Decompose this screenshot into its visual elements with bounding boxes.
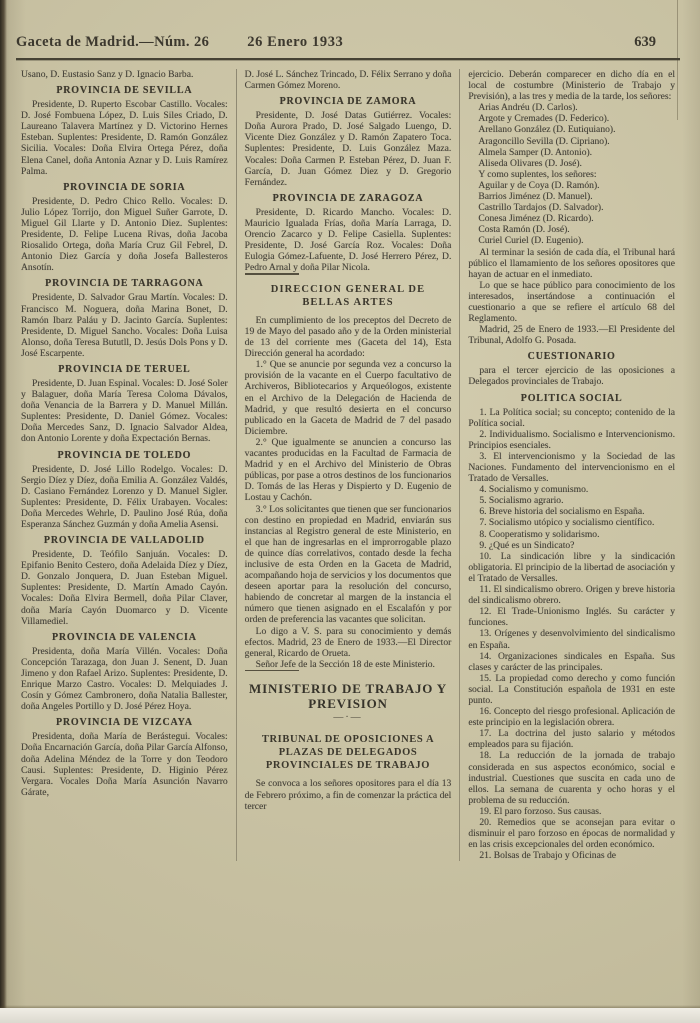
paragraph: 19. El paro forzoso. Sus causas. [479, 805, 602, 817]
section-heading: PROVINCIA DE TOLEDO [57, 449, 192, 461]
opositor-name-line: Aliseda Olivares (D. José). [478, 157, 582, 169]
paragraph: 18. La reducción de la jornada de trabajo considerada en sus aspectos económico, social e industrial. Cuestiones que suscita en cada uno de ellos. La semana de cuarenta y ocho horas y el problema de su reducción. [468, 750, 675, 806]
opositor-name-line: Arias Andréu (D. Carlos). [478, 102, 578, 114]
column-divider [459, 69, 460, 861]
paragraph: Presidenta, doña María Villén. Vocales: Doña Concepción Tarazaga, don Juan J. Senent, D. Juan Jimeno y don Rafael Arizo. Suplentes: Presidente, D. Enrique Marzo Castro. Vocales: D. Melquiades J. Cosín y Gómez Cambronero, doña Natalia Ballester, doña Angeles Portillo y D. José Pérez Hoya. [21, 645, 228, 713]
paragraph: Presidente, D. Juan Espinal. Vocales: D. José Soler y Balaguer, doña María Teresa Coloma Dávalos, doña Venancia de la Barrera y D. Manuel Millán. Suplentes: Presidente, D. Daniel Gómez. Vocales: Doña Mercedes Sanz, D. Ignacio Salvador Aldea, don Antonio Lorente y doña Expectación Bernas. [21, 377, 228, 445]
opositor-name-line: Y como suplentes, los señores: [478, 168, 597, 180]
paragraph: 13. Orígenes y desenvolvimiento del sindicalismo en España. [468, 628, 675, 651]
section-heading: PROVINCIA DE ZAMORA [279, 96, 417, 108]
divider-rule [245, 670, 299, 672]
divider-rule [245, 273, 299, 275]
opositor-name-line: Argote y Cremades (D. Federico). [478, 113, 610, 125]
section-heading: PROVINCIA DE ZARAGOZA [272, 192, 424, 204]
page-content [16, 34, 680, 861]
section-heading: PROVINCIA DE TARRAGONA [45, 278, 204, 290]
paragraph: Lo que se hace público para conocimiento de los interesados, insertándose a continuación el cuestionario a que se refiere el artículo 68 del Reglamento. [468, 279, 675, 325]
page-header [16, 34, 680, 51]
column-3 [463, 69, 680, 861]
continuation-paragraph: ejercicio. Deberán comparecer en dicho día en el local de costumbre (Ministerio de Trabajo y Previsión), a las tres y media de la tarde, los señores: [468, 69, 675, 103]
section-heading: PROVINCIA DE TERUEL [58, 363, 191, 375]
paragraph: 1. La Política social; su concepto; contenido de la Política social. [468, 406, 675, 429]
paragraph: Presidente, D. José Datas Gutiérrez. Vocales: Doña Aurora Prado, D. José Salgado Luengo, D. Vicente Diez González y D. Ramón Zapatero Toca. Suplentes: Presidente, D. Luis González Maza. Vocales: Doña Carmen P. Esteban Pérez, D. Juan F. García, D. Juan Gómez Diez y D. Gregorio Fernández. [244, 110, 452, 188]
paragraph: 2.° Que igualmente se anuncien a concurso las vacantes producidas en la Facultad de Farmacia de Madrid y en el Archivo del Ministerio de Obras públicas, por pase a otros destinos de los funcionarios D. Tomás de las Heras y Dispierto y D. Eugenio de Lostau y Cachón. [244, 436, 452, 504]
paragraph: 4. Socialismo y comunismo. [479, 484, 589, 496]
paragraph: 12. El Trade-Unionismo Inglés. Su carácter y funciones. [468, 606, 675, 629]
section-heading: PROVINCIA DE VALLADOLID [43, 535, 205, 547]
paragraph: 11. El sindicalismo obrero. Origen y breve historia del sindicalismo obrero. [468, 584, 675, 607]
continuation-paragraph: Usano, D. Eustasio Sanz y D. Ignacio Barba. [21, 69, 194, 80]
paragraph: 5. Socialismo agrario. [479, 495, 564, 507]
paragraph: Presidente, D. Salvador Grau Martín. Vocales: D. Francisco M. Noguera, doña Marina Bonet, D. Ramón Ibarz Paláu y D. Jacinto García. Suplentes: Presidente, D. Miguel Sancho. Vocales: Doña Luisa Alonso, doña Teresa Bututll, D. Jesús Dols Pons y D. José Escarpente. [21, 292, 228, 359]
paragraph: 8. Cooperatismo y solidarismo. [479, 528, 600, 540]
opositor-name-line: Costa Ramón (D. José). [478, 224, 570, 236]
paragraph: 2. Individualismo. Socialismo e Intervencionismo. Principios esenciales. [468, 428, 675, 451]
binding-edge [0, 0, 7, 1008]
paragraph: 3. El intervencionismo y la Sociedad de las Naciones. Fundamento del intervencionismo en el Tratado de Versalles. [468, 450, 675, 485]
opositor-name-line: Castrillo Tardajos (D. Salvador). [478, 202, 604, 214]
ministry-heading: MINISTERIO DE TRABAJO Y PREVISION [249, 681, 447, 712]
column-1 [16, 69, 233, 861]
paragraph: Presidente, D. Ricardo Mancho. Vocales: D. Mauricio Igualada Frías, doña María Larraga, D. Orencio Zacarco y D. Felipe Casiella. Suplentes: Presidente, D. José García Roz. Vocales: Doña Eulogia Gómez-Lafuente, D. José Herrero Pérez, D. Pedro Arnal y doña Pilar Nicola. [244, 206, 452, 274]
paragraph: Al terminar la sesión de cada día, el Tribunal hará público el llamamiento de los señores opositores que hayan de actuar en el inmediato. [468, 246, 675, 280]
paragraph: Presidente, D. Teófilo Sanjuán. Vocales: D. Epifanio Benito Cestero, doña Adelaida Díez y Díez, D. Gonzalo Jonquera, D. Juan Esteban Miguel. Suplentes: Presidente, D. Martín Amado Cayón. Vocales: Doña Elvira Bermell, doña Pilar Claver, doña María Cayón Duomarco y D. Vicente Villamediel. [21, 549, 228, 627]
paragraph: 15. La propiedad como derecho y como función social. La Constitución española de 1931 en este punto. [468, 672, 675, 706]
opositor-name-line: Aguilar y de Coya (D. Ramón). [478, 179, 600, 191]
paragraph: 1.° Que se anuncie por segunda vez a concurso la provisión de la vacante en el Cuerpo facultativo de Archiveros, Bibliotecarios y Arqueólogos, existente en el Archivo de la Delegación de Hacienda de Madrid, y que resultó desierta en el concurso publicado en la Gaceta de Madrid de 7 del pasado Diciembre. [244, 359, 452, 437]
paragraph: 20. Remedios que se aconsejan para evitar o disminuir el paro forzoso en épocas de normalidad y en las crisis excepcionales del orden económico. [468, 817, 675, 851]
opositor-name-line: Arellano González (D. Eutiquiano). [478, 124, 616, 136]
section-heading: CUESTIONARIO [527, 351, 616, 363]
paragraph: 6. Breve historia del socialismo en España. [479, 506, 645, 518]
section-heading: POLITICA SOCIAL [520, 392, 623, 404]
paragraph: 14. Organizaciones sindicales en España. Sus clases y carácter de las principales. [468, 650, 675, 673]
paragraph: Presidente, D. Pedro Chico Rello. Vocales: D. Julio López Torrijo, don Miguel Suñer Garrote, D. Miguel Gil Llarte y D. Antonio Diez. Suplentes: Presidente, D. Felipe Lucena Rivas, doña Jacoba Riosalido Ortega, doña María Cruz Gil Febrel, D. Antonio Diez García y doña Josefa Ballesteros Ansotín. [21, 195, 228, 274]
section-heading: PROVINCIA DE VIZCAYA [55, 717, 193, 729]
header-rule [16, 58, 680, 60]
paragraph: Se convoca a los señores opositores para el día 13 de Febrero próximo, a fin de comenzar la práctica del tercer [244, 778, 452, 812]
column-divider [236, 69, 237, 861]
paragraph: Presidente, D. José Lillo Rodelgo. Vocales: D. Sergio Díez y Díez, doña Emilia A. González Valdés, D. Casiano Fernández Lorenzo y D. Manuel Sigler. Suplentes: Presidente, D. Félix Urabayen. Vocales: Doña Mercedes Wehrle, D. Paulino José Rúa, doña Esperanza Sánchez Guzmán y doña Amelia Asensi. [21, 463, 228, 530]
section-heading: PROVINCIA DE SORIA [63, 181, 186, 193]
paragraph: Presidente, D. Ruperto Escobar Castillo. Vocales: D. José Fombuena López, D. Luis Siles Criado, D. Laureano Talavera Martínez y D. Victorino Hernes Esteban. Suplentes: Presidente, D. Ramón González Sicilia. Vocales: Doña Elvira Ortega Pérez, doña Elena Canel, doña Antonia Aznar y D. Luis Ramírez Palma. [21, 99, 228, 177]
column-2 [240, 69, 457, 861]
paragraph: En cumplimiento de los preceptos del Decreto de 19 de Mayo del pasado año y de la Orden ministerial de 13 del corriente mes (Gaceta del 14), Esta Dirección general ha acordado: [244, 314, 452, 360]
text-columns [16, 69, 680, 861]
opositor-name-line: Almela Samper (D. Antonio). [478, 146, 593, 158]
paragraph: 7. Socialismo utópico y socialismo científico. [479, 517, 655, 529]
opositor-name-line: Barrios Jiménez (D. Manuel). [478, 191, 593, 203]
scan-bottom-strip [0, 1008, 700, 1023]
masthead-title: Gaceta de Madrid.—Núm. 26 [16, 34, 210, 50]
page-number: 639 [634, 34, 656, 50]
section-heading: PROVINCIA DE VALENCIA [51, 631, 197, 643]
paragraph: 3.° Los solicitantes que tienen que ser funcionarios con destino en propiedad en Madrid, enviarán sus instancias al Registro general de este Ministerio, en el que han de ingresarlas en el improrrogable plazo de quince días correlativos, contado desde la fecha inclusive de esta Orden en la Gaceta de Madrid, acompañando hoja de servicios y los documentos que deseen aportar para la resolución del concurso, habiendo de concretar al margen de la instancia el número que tienen asignado en el Escalafón y por orden de preferencia las vacantes que solicitan. [244, 503, 452, 626]
paragraph: 10. La sindicación libre y la sindicación obligatoria. El principio de la libertad de asociación y el Tratado de Versalles. [468, 550, 675, 584]
paragraph: para el tercer ejercicio de las oposiciones a Delegados provinciales de Trabajo. [468, 365, 675, 388]
issue-date: 26 Enero 1933 [247, 34, 344, 50]
tribunal-heading: TRIBUNAL DE OPOSICIONES A PLAZAS DE DELEGADOS PROVINCIALES DE TRABAJO [261, 734, 435, 772]
department-heading: DIRECCION GENERAL DE BELLAS ARTES [270, 283, 426, 308]
paragraph: 16. Concepto del riesgo profesional. Aplicación de este principio en la legislación obrera. [468, 706, 675, 729]
section-heading: PROVINCIA DE SEVILLA [56, 85, 193, 97]
opositor-name-line: Conesa Jiménez (D. Ricardo). [478, 213, 594, 225]
paragraph: Madrid, 25 de Enero de 1933.—El Presidente del Tribunal, Adolfo G. Posada. [468, 324, 675, 347]
paragraph: 17. La doctrina del justo salario y métodos empleados para su fijación. [468, 728, 675, 751]
paragraph: 21. Bolsas de Trabajo y Oficinas de [479, 850, 617, 862]
opositor-name-line: Curiel Curiel (D. Eugenio). [478, 235, 584, 247]
paragraph: Señor Jefe de la Sección 18 de este Ministerio. [255, 658, 435, 670]
paragraph: 9. ¿Qué es un Sindicato? [479, 539, 575, 551]
paragraph: Presidenta, doña María de Berástegui. Vocales: Doña Encarnación García, doña Pilar García Alfonso, doña Adelina Méndez de la Torre y don Teodoro Causi. Suplentes: Presidente, D. Higinio Pérez Vergara. Vocales Doña María Asunción Navarro Gárate, [21, 731, 228, 798]
ornament-dash: —·— [333, 712, 363, 724]
continuation-paragraph: D. José L. Sánchez Trincado, D. Félix Serrano y doña Carmen Gómez Moreno. [244, 69, 452, 92]
paragraph: Lo digo a V. S. para su conocimiento y demás efectos. Madrid, 23 de Enero de 1933.—El Director general, Ricardo de Orueta. [244, 625, 452, 659]
opositor-name-line: Aragoncillo Sevilla (D. Cipriano). [478, 135, 610, 147]
